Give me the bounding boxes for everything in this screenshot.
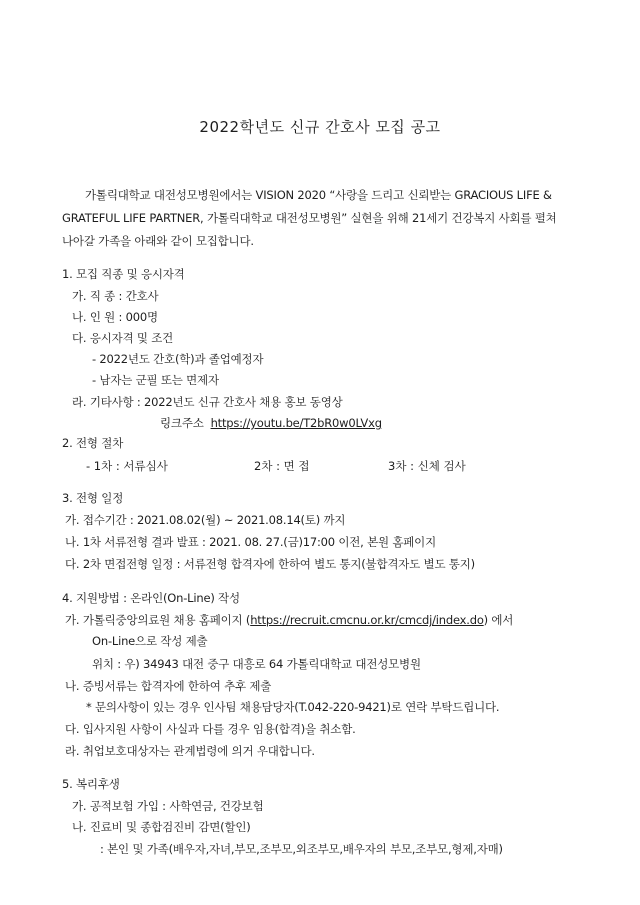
s1-count: 나. 인 원 : 000명 xyxy=(72,310,158,324)
process-step-2: 2차 : 면 접 xyxy=(254,459,310,473)
s4-apply-cont: On-Line으로 작성 제출 xyxy=(92,634,208,648)
intro-line-1: 가톨릭대학교 대전성모병원에서는 VISION 2020 “사랑을 드리고 신뢰받는 GRACIOUS LIFE & xyxy=(85,188,552,202)
recruit-link[interactable]: https://recruit.cmcnu.or.kr/cmcdj/index.do xyxy=(250,613,484,627)
s1-qualification: 다. 응시자격 및 조건 xyxy=(72,331,174,345)
s4-contact-note: * 문의사항이 있는 경우 인사팀 채용담당자(T.042-220-9421)로 연락 부탁드립니다. xyxy=(86,700,500,714)
s4-preference: 라. 취업보호대상자는 관계법령에 의거 우대합니다. xyxy=(65,744,315,758)
s4-address: 위치 : 우) 34943 대전 중구 대흥로 64 가톨릭대학교 대전성모병원 xyxy=(92,657,421,671)
s5-insurance: 가. 공적보험 가입 : 사학연금, 건강보험 xyxy=(72,799,264,813)
section-3-heading: 3. 전형 일정 xyxy=(62,491,124,505)
s3-period: 가. 접수기간 : 2021.08.02(월) ~ 2021.08.14(토) 까지 xyxy=(65,513,346,527)
intro-line-2: GRATEFUL LIFE PARTNER, 가톨릭대학교 대전성모병원” 실현을 위해 21세기 건강복지 사회를 펼쳐 xyxy=(62,211,557,225)
apply-text-end: ) 에서 xyxy=(483,613,514,627)
page-title: 2022학년도 신규 간호사 모집 공고 xyxy=(199,118,441,136)
s1-qualification-item: - 2022년도 간호(학)과 졸업예정자 xyxy=(92,352,264,366)
s1-link-row xyxy=(160,416,382,430)
link-label: 링크주소 xyxy=(160,416,204,430)
section-1-heading: 1. 모집 직종 및 응시자격 xyxy=(62,267,185,281)
s5-discount: 나. 진료비 및 종합검진비 감면(할인) xyxy=(72,820,251,834)
section-5-heading: 5. 복리후생 xyxy=(62,777,120,791)
apply-text: 가. 가톨릭중앙의료원 채용 홈페이지 ( xyxy=(65,613,251,627)
video-link[interactable]: https://youtu.be/T2bR0w0LVxg xyxy=(210,416,382,430)
section-4-heading: 4. 지원방법 : 온라인(On-Line) 작성 xyxy=(62,591,240,605)
intro-line-3: 나아갈 가족을 아래와 같이 모집합니다. xyxy=(62,234,254,248)
section-2-heading: 2. 전형 절차 xyxy=(62,436,124,450)
s4-cancel-note: 다. 입사지원 사항이 사실과 다를 경우 임용(합격)을 취소함. xyxy=(65,722,356,736)
s1-job: 가. 직 종 : 간호사 xyxy=(72,289,159,303)
s5-discount-detail: : 본인 및 가족(배우자,자녀,부모,조부모,외조부모,배우자의 부모,조부모,형제,자매) xyxy=(100,842,503,856)
s1-other: 라. 기타사항 : 2022년도 신규 간호사 채용 홍보 동영상 xyxy=(72,395,343,409)
s1-qualification-item: - 남자는 군필 또는 면제자 xyxy=(92,373,219,387)
process-step-1: - 1차 : 서류심사 xyxy=(86,459,168,473)
s4-documents: 나. 증빙서류는 합격자에 한하여 추후 제출 xyxy=(65,679,272,693)
process-step-3: 3차 : 신체 검사 xyxy=(388,459,466,473)
s3-interview: 다. 2차 면접전형 일정 : 서류전형 합격자에 한하여 별도 통지(불합격자도 별도 통지) xyxy=(65,557,475,571)
s4-apply-row xyxy=(65,613,513,627)
s3-announcement: 나. 1차 서류전형 결과 발표 : 2021. 08. 27.(금)17:00 이전, 본원 홈페이지 xyxy=(65,535,436,549)
